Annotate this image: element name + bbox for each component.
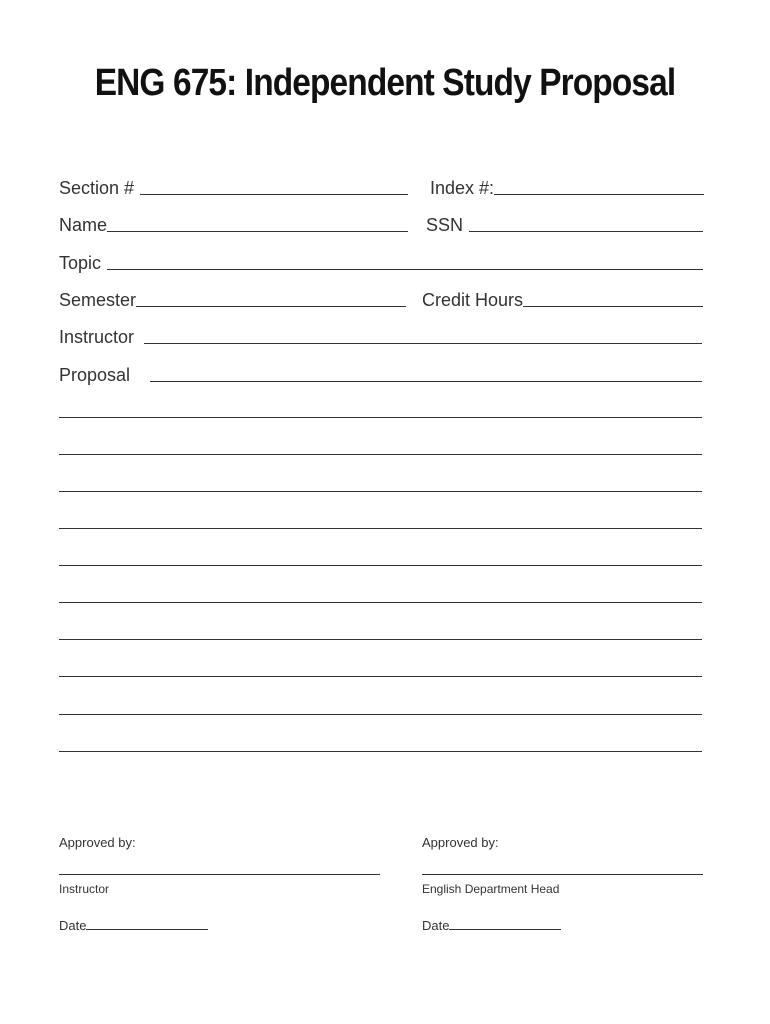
instructor-role-label: Instructor [59, 882, 110, 896]
topic-line[interactable] [107, 268, 703, 270]
semester-field[interactable] [59, 286, 406, 310]
topic-field[interactable] [59, 249, 703, 273]
proposal-line-5[interactable] [59, 565, 702, 566]
credit-hours-field[interactable] [422, 286, 703, 310]
credit-hours-line[interactable] [523, 305, 703, 307]
proposal-line-2[interactable] [59, 454, 702, 455]
index-field[interactable] [430, 174, 704, 198]
proposal-field[interactable] [59, 361, 702, 385]
proposal-line-4[interactable] [59, 528, 702, 529]
section-field[interactable] [59, 174, 408, 198]
topic-label: Topic [59, 253, 102, 273]
name-field[interactable] [59, 211, 408, 235]
proposal-line-10[interactable] [59, 751, 702, 752]
instructor-date-line[interactable] [86, 929, 208, 930]
instructor-label: Instructor [59, 327, 135, 347]
section-line[interactable] [140, 193, 408, 195]
index-label: Index #: [430, 178, 495, 198]
proposal-line-1[interactable] [59, 417, 702, 418]
proposal-line-8[interactable] [59, 676, 702, 677]
instructor-line[interactable] [144, 342, 702, 344]
instructor-signature-line[interactable] [59, 874, 380, 875]
approved-by-head-label: Approved by: [422, 835, 499, 850]
ssn-field[interactable] [426, 211, 703, 235]
ssn-line[interactable] [469, 230, 703, 232]
instructor-field[interactable] [59, 323, 702, 347]
credit-hours-label: Credit Hours [422, 290, 524, 310]
index-line[interactable] [494, 193, 704, 195]
name-label: Name [59, 215, 108, 235]
instructor-date-field[interactable] [59, 915, 208, 933]
instructor-date-label: Date [59, 918, 87, 933]
head-date-label: Date [422, 918, 450, 933]
proposal-line-7[interactable] [59, 639, 702, 640]
head-date-line[interactable] [449, 929, 561, 930]
proposal-line-6[interactable] [59, 602, 702, 603]
head-signature-line[interactable] [422, 874, 703, 875]
semester-line[interactable] [136, 305, 406, 307]
head-date-field[interactable] [422, 915, 561, 933]
approved-by-instructor-label: Approved by: [59, 835, 136, 850]
ssn-label: SSN [426, 215, 464, 235]
proposal-line-9[interactable] [59, 714, 702, 715]
proposal-line[interactable] [150, 380, 702, 382]
page-title: ENG 675: Independent Study Proposal [94, 62, 676, 104]
proposal-line-3[interactable] [59, 491, 702, 492]
section-label: Section # [59, 178, 135, 198]
proposal-label: Proposal [59, 365, 131, 385]
head-role-label: English Department Head [422, 882, 560, 896]
name-line[interactable] [107, 230, 408, 232]
semester-label: Semester [59, 290, 137, 310]
